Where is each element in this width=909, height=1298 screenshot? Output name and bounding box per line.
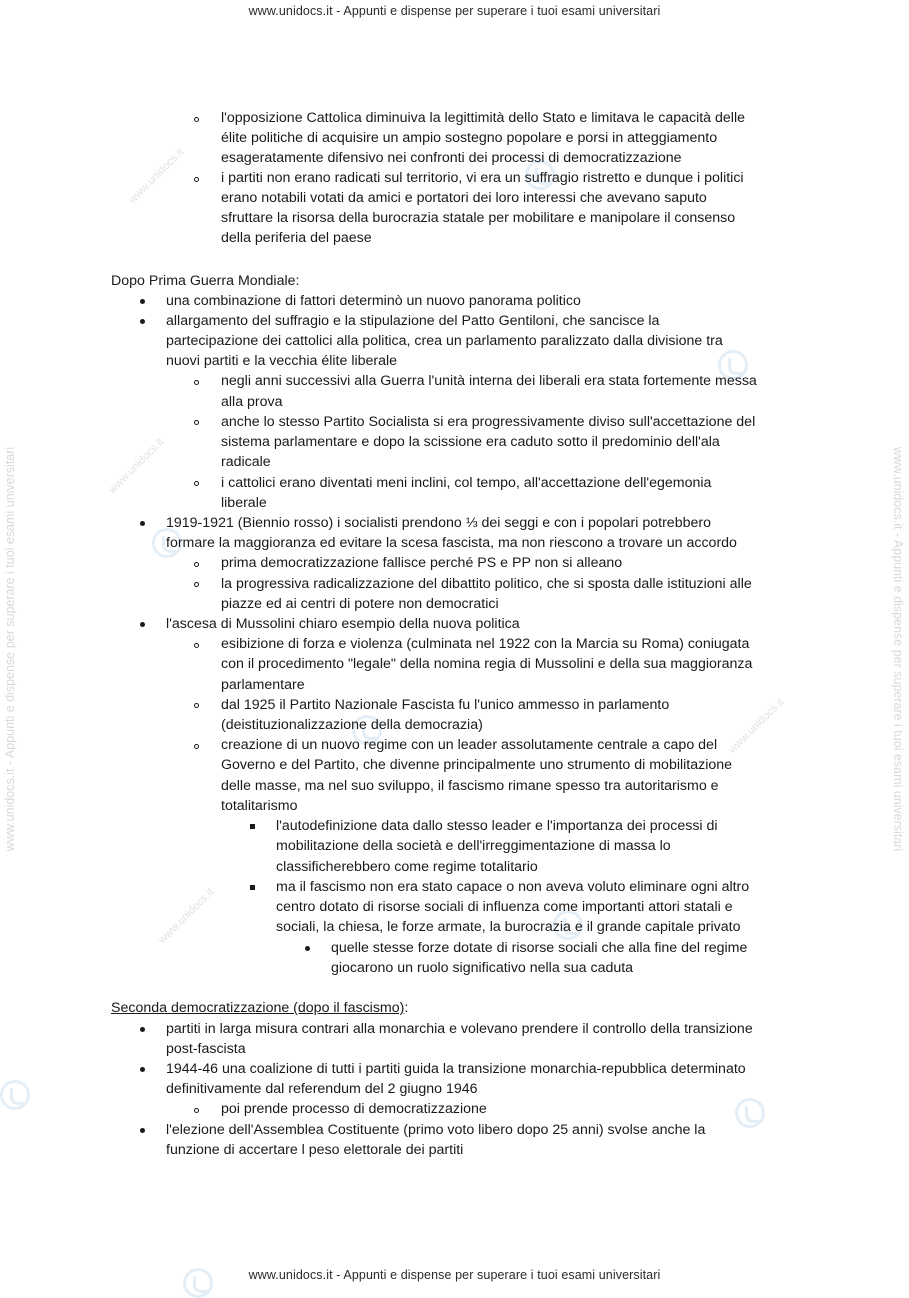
text-line: radicale bbox=[221, 454, 271, 470]
text-line: giocarono un ruolo significativo nella sua caduta bbox=[331, 960, 634, 976]
bullet-icon bbox=[305, 946, 310, 951]
text-line: erano notabili votati da amici e portatori dei loro interessi che avevano saputo bbox=[221, 190, 707, 206]
text-line: esibizione di forza e violenza (culminata nel 1922 con la Marcia su Roma) coniugata bbox=[221, 636, 750, 652]
circle-bullet-icon bbox=[194, 380, 199, 385]
text-line: poi prende processo di democratizzazione bbox=[221, 1101, 487, 1117]
unidocs-logo-icon bbox=[0, 1080, 30, 1110]
text-line: partecipazione dei cattolici alla politica, crea un parlamento paralizzato dalla divisione tra bbox=[166, 333, 723, 349]
text-line: 1919-1921 (Biennio rosso) i socialisti prendono ⅓ dei seggi e con i popolari potrebbero bbox=[166, 515, 711, 531]
watermark-top bbox=[0, 4, 909, 18]
circle-bullet-icon bbox=[194, 117, 199, 122]
text-line: creazione di un nuovo regime con un leader assolutamente centrale a capo del bbox=[221, 737, 718, 753]
text-line: funzione di accertare l peso elettorale dei partiti bbox=[166, 1142, 464, 1158]
watermark-right: www.unidocs.it - Appunti e dispense per superare i tuoi esami universitari bbox=[891, 446, 905, 852]
text-line: formare la maggioranza ed evitare la scesa fascista, ma non riescono a trovare un accordo bbox=[166, 535, 737, 551]
text-line: l'opposizione Cattolica diminuiva la legittimità dello Stato e limitava le capacità delle bbox=[221, 110, 745, 126]
text-line: sociali, la chiesa, le forze armate, la burocrazia e il grande capitale privato bbox=[276, 919, 741, 935]
unidocs-logo-icon bbox=[183, 1268, 213, 1298]
circle-bullet-icon bbox=[194, 703, 199, 708]
text-line: mobilitazione della società e dell'irreggimentazione di massa lo bbox=[276, 838, 671, 854]
text-line: nuovi partiti e la vecchia élite liberale bbox=[166, 353, 398, 369]
text-line: l'autodefinizione data dallo stesso leader e l'importanza dei processi di bbox=[276, 818, 718, 834]
text-line: negli anni successivi alla Guerra l'unità interna dei liberali era stata fortemente messa bbox=[221, 373, 757, 389]
watermark-bottom-text: www.unidocs.it - Appunti e dispense per superare i tuoi esami universitari bbox=[248, 1268, 661, 1282]
text-line: l'ascesa di Mussolini chiaro esempio della nuova politica bbox=[166, 616, 520, 632]
text-line: Governo e del Partito, che divenne principalmente uno strumento di mobilitazione bbox=[221, 757, 733, 773]
circle-bullet-icon bbox=[194, 744, 199, 749]
text-line: delle masse, ma nel suo sviluppo, il fascismo rimane spesso tra autoritarismo e bbox=[221, 778, 719, 794]
text-line: piazze ed ai centri di potere non democratici bbox=[221, 596, 499, 612]
text-line: dal 1925 il Partito Nazionale Fascista fu l'unico ammesso in parlamento bbox=[221, 697, 670, 713]
section-heading: Dopo Prima Guerra Mondiale: bbox=[111, 273, 300, 289]
text-line: della periferia del paese bbox=[221, 230, 372, 246]
square-bullet-icon bbox=[250, 824, 255, 829]
text-line: prima democratizzazione fallisce perché PS e PP non si alleano bbox=[221, 555, 623, 571]
text-line: totalitarismo bbox=[221, 798, 298, 814]
bullet-icon bbox=[140, 1128, 145, 1133]
text-line: con il procedimento "legale" della nomina regia di Mussolini e della sua maggioranza bbox=[221, 656, 753, 672]
circle-bullet-icon bbox=[194, 1108, 199, 1113]
circle-bullet-icon bbox=[194, 582, 199, 587]
text-line: (deistituzionalizzazione della democrazia) bbox=[221, 717, 483, 733]
circle-bullet-icon bbox=[194, 420, 199, 425]
bullet-icon bbox=[140, 622, 145, 627]
text-line: sfruttare la risorsa della burocrazia statale per mobilitare e manipolare il consenso bbox=[221, 210, 736, 226]
text-line: ma il fascismo non era stato capace o non aveva voluto eliminare ogni altro bbox=[276, 879, 750, 895]
bullet-icon bbox=[140, 299, 145, 304]
text-line: sistema parlamentare e dopo la scissione era caduto sotto il predominio dell'ala bbox=[221, 434, 720, 450]
text-line: 1944-46 una coalizione di tutti i partiti guida la transizione monarchia-repubblica determinato bbox=[166, 1061, 746, 1077]
watermark-left: www.unidocs.it - Appunti e dispense per superare i tuoi esami universitari bbox=[3, 446, 17, 852]
watermark-diagonal: www.unidocs.it bbox=[126, 146, 187, 206]
text-line: élite politiche di acquisire un ampio sostegno popolare e porsi in atteggiamento bbox=[221, 130, 718, 146]
section-heading-colon: : bbox=[404, 1000, 409, 1016]
text-line: liberale bbox=[221, 495, 267, 511]
watermark-diagonal: www.unidocs.it bbox=[106, 436, 167, 496]
bullet-icon bbox=[140, 319, 145, 324]
circle-bullet-icon bbox=[194, 643, 199, 648]
text-line: anche lo stesso Partito Socialista si era progressivamente diviso sull'accettazione del bbox=[221, 414, 756, 430]
circle-bullet-icon bbox=[194, 177, 199, 182]
watermark-bottom bbox=[0, 1268, 909, 1282]
unidocs-logo-icon bbox=[735, 1098, 765, 1128]
watermark-diagonal: www.unidocs.it bbox=[726, 696, 787, 756]
bullet-icon bbox=[140, 521, 145, 526]
watermark-diagonal: www.unidocs.it bbox=[156, 886, 217, 946]
text-line: partiti in larga misura contrari alla monarchia e volevano prendere il controllo della transizione bbox=[166, 1021, 753, 1037]
circle-bullet-icon bbox=[194, 562, 199, 567]
watermark-top-text: www.unidocs.it - Appunti e dispense per superare i tuoi esami universitari bbox=[248, 4, 661, 18]
text-line: allargamento del suffragio e la stipulazione del Patto Gentiloni, che sancisce la bbox=[166, 313, 660, 329]
text-line: i cattolici erano diventati meni inclini, col tempo, all'accettazione dell'egemonia bbox=[221, 475, 712, 491]
text-line: esageratamente difensivo nei confronti dei processi di democratizzazione bbox=[221, 150, 682, 166]
text-line: alla prova bbox=[221, 394, 283, 410]
text-line: centro dotato di risorse sociali di influenza come importanti attori statali e bbox=[276, 899, 733, 915]
text-line: classificherebbero come regime totalitario bbox=[276, 859, 538, 875]
section-heading bbox=[111, 998, 408, 1018]
text-line: parlamentare bbox=[221, 677, 305, 693]
text-line: l'elezione dell'Assemblea Costituente (primo voto libero dopo 25 anni) svolse anche la bbox=[166, 1122, 706, 1138]
section-heading-text: Seconda democratizzazione (dopo il fascismo) bbox=[111, 1000, 405, 1016]
text-line: la progressiva radicalizzazione del dibattito politico, che si sposta dalle istituzioni alle bbox=[221, 576, 752, 592]
text-line: una combinazione di fattori determinò un nuovo panorama politico bbox=[166, 293, 581, 309]
text-line: definitivamente dal referendum del 2 giugno 1946 bbox=[166, 1081, 478, 1097]
text-line: i partiti non erano radicati sul territorio, vi era un suffragio ristretto e dunque i politici bbox=[221, 170, 744, 186]
text-line: quelle stesse forze dotate di risorse sociali che alla fine del regime bbox=[331, 940, 748, 956]
square-bullet-icon bbox=[250, 885, 255, 890]
bullet-icon bbox=[140, 1067, 145, 1072]
bullet-icon bbox=[140, 1027, 145, 1032]
circle-bullet-icon bbox=[194, 481, 199, 486]
text-line: post-fascista bbox=[166, 1041, 246, 1057]
